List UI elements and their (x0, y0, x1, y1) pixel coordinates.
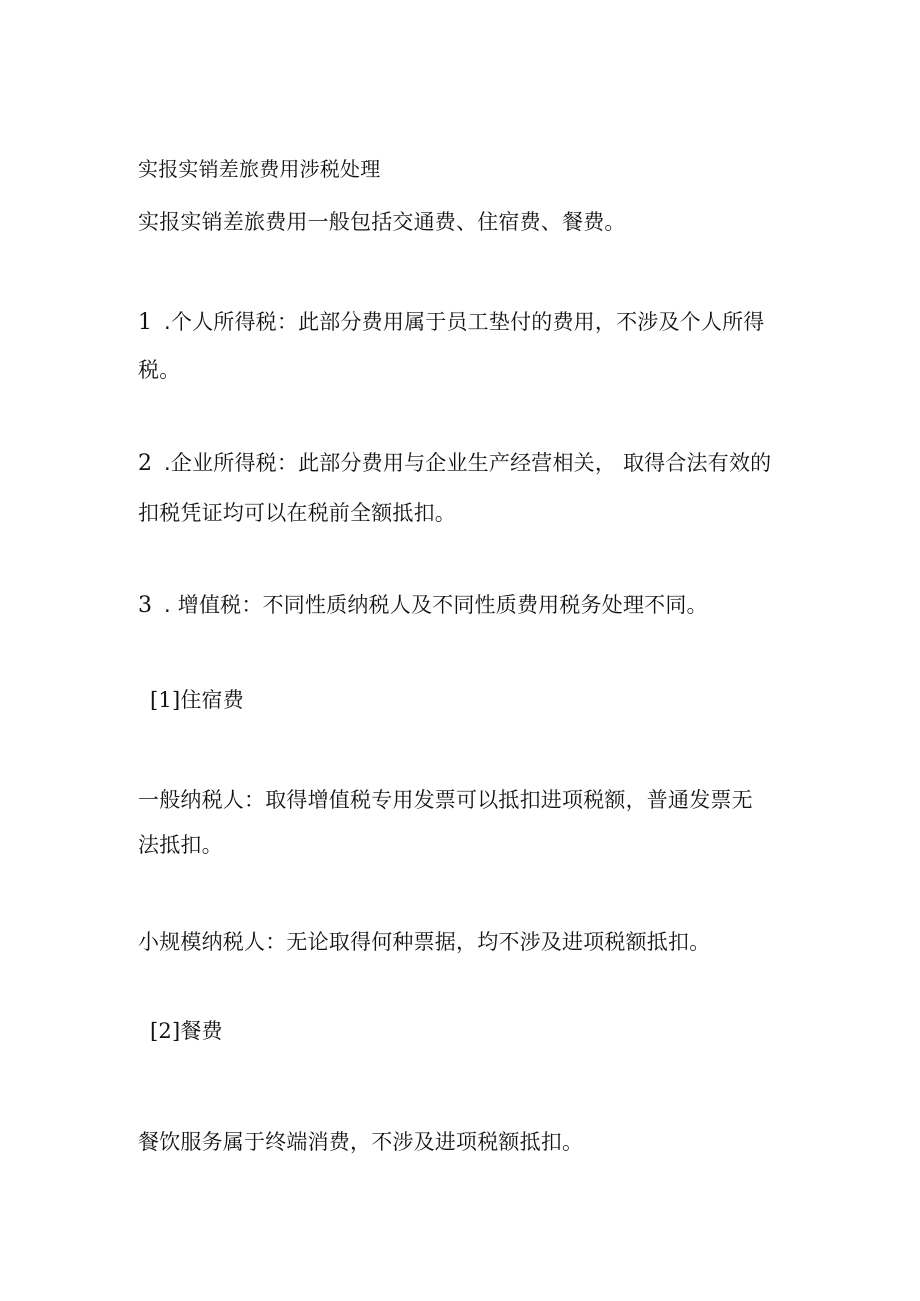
lodging-general-line-1: 一般纳税人：取得增值税专用发票可以抵扣进项税额，普通发票无 (138, 788, 753, 812)
intro-paragraph: 实报实销差旅费用一般包括交通费、住宿费、餐费。 (138, 210, 626, 234)
item-2-line-2: 扣税凭证均可以在税前全额抵扣。 (138, 501, 456, 525)
item-3-line-1 (138, 588, 798, 623)
item-1-text: .个人所得税：此部分费用属于员工垫付的费用，不涉及个人所得 (164, 310, 765, 334)
meals-heading (150, 1014, 810, 1048)
item-2-line-1 (138, 446, 798, 481)
lodging-small-scale: 小规模纳税人：无论取得何种票据，均不涉及进项税额抵扣。 (138, 930, 711, 954)
item-2-number: 2 (138, 451, 153, 476)
lodging-general-line-2: 法抵扣。 (138, 833, 223, 857)
lodging-heading-text: 住宿费 (180, 688, 244, 712)
item-2-text: .企业所得税：此部分费用与企业生产经营相关， 取得合法有效的 (164, 451, 772, 475)
lodging-heading (150, 683, 810, 717)
meals-heading-text: 餐费 (180, 1019, 223, 1043)
item-3-text: . 增值税：不同性质纳税人及不同性质费用税务处理不同。 (164, 593, 708, 617)
item-1-number: 1 (138, 310, 153, 335)
meals-paragraph: 餐饮服务属于终端消费，不涉及进项税额抵扣。 (138, 1130, 584, 1154)
item-1-line-2: 税。 (138, 358, 181, 382)
document-title: 实报实销差旅费用涉税处理 (138, 157, 381, 181)
meals-heading-number: [2] (150, 1019, 181, 1043)
lodging-heading-number: [1] (150, 688, 181, 712)
item-3-number: 3 (138, 593, 153, 618)
item-1-line-1 (138, 305, 798, 340)
